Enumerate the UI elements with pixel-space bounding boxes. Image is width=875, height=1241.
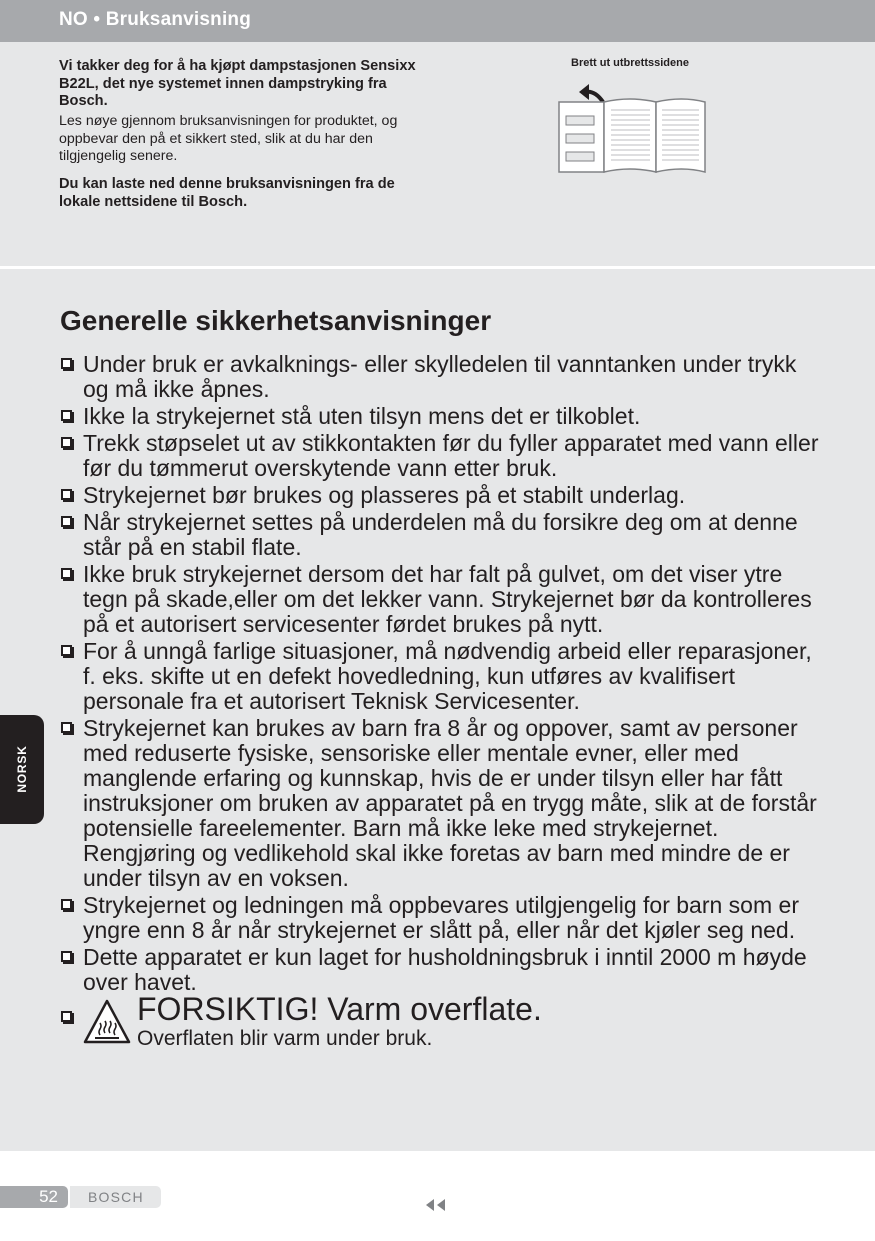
intro-panel [0,42,875,266]
list-item-text: Dette apparatet er kun laget for husholdningsbruk i inntil 2000 m høyde over havet. [83,944,807,995]
page-header [0,0,875,42]
list-item [60,404,820,429]
list-item-text: For å unngå farlige situasjoner, må nødvendig arbeid eller reparasjoner, f. eks. skifte ut en defekt hovedledning, kun utføres av kvalifisert personale fra et autorisert Teknisk Servicesenter. [83,638,812,714]
hot-surface-warning [60,991,820,1057]
list-item [60,945,820,995]
list-item [60,483,820,508]
language-tab-label: NORSK [15,745,29,793]
safety-list [60,352,820,1057]
list-item [60,431,820,481]
brand-name: BOSCH [88,1189,144,1205]
checkbox-bullet-icon [61,899,72,910]
page-number-badge [0,1186,68,1208]
list-item [60,716,820,891]
checkbox-bullet-icon [61,568,72,579]
checkbox-bullet-icon [61,358,72,369]
intro-download-text: Du kan laste ned denne bruksanvisningen fra de lokale nettsidene til Bosch. [59,176,395,210]
checkbox-bullet-icon [61,951,72,962]
language-side-tab [0,715,44,824]
brand-badge [70,1186,161,1208]
list-item-text: Under bruk er avkalknings- eller skylledelen til vanntanken under trykk og må ikke åpnes. [83,351,797,402]
previous-page-icon[interactable] [424,1198,448,1212]
fold-out-caption: Brett ut utbrettssidene [571,57,689,69]
list-item [60,639,820,714]
list-item-text: Ikke bruk strykejernet dersom det har falt på gulvet, om det viser ytre tegn på skade,eller om det lekker vann. Strykejernet bør da kontrolleres på et autorisert servicesenter førdet brukes på nytt. [83,561,812,637]
fold-out-pages-icon [555,78,710,173]
checkbox-bullet-icon [61,410,72,421]
section-title: Generelle sikkerhetsanvisninger [60,305,492,336]
safety-section [0,269,875,1151]
page-number: 52 [39,1187,58,1206]
intro-lead-text: Vi takker deg for å ha kjøpt dampstasjonen Sensixx B22L, det nye systemet innen dampstryking fra Bosch. [59,58,416,109]
hot-surface-warning-icon [83,999,131,1045]
list-item [60,562,820,637]
list-item-text: Strykejernet bør brukes og plasseres på et stabilt underlag. [83,482,686,508]
list-item-text: Strykejernet kan brukes av barn fra 8 år og oppover, samt av personer med reduserte fysiske, sensoriske eller mentale evner, eller med manglende erfaring og kunnskap, hvis de er under tilsyn eller har fått instruksjoner om bruken av apparatet på en trygg måte, slik at de forstår potensielle fareelementer. Barn må ikke leke med strykejernet. Rengjøring og vedlikehold skal ikke foretas av barn med mindre de er under tilsyn av en voksen. [83,715,817,891]
checkbox-bullet-icon [61,722,72,733]
list-item [60,510,820,560]
header-title: NO • Bruksanvisning [59,9,252,30]
checkbox-bullet-icon [61,1011,72,1022]
list-item [60,893,820,943]
intro-body-text: Les nøye gjennom bruksanvisningen for produktet, og oppbevar den på et sikkert sted, slik at du har den tilgjengelig senere. [59,113,398,164]
warning-text: Overflaten blir varm under bruk. [137,1027,433,1050]
list-item-text: Trekk støpselet ut av stikkontakten før du fyller apparatet med vann eller før du tømmerut overskytende vann etter bruk. [83,430,819,481]
list-item-text: Når strykejernet settes på underdelen må du forsikre deg om at denne står på en stabil flate. [83,509,798,560]
checkbox-bullet-icon [61,516,72,527]
warning-title: FORSIKTIG! Varm overflate. [137,991,542,1027]
checkbox-bullet-icon [61,489,72,500]
list-item-text: Ikke la strykejernet stå uten tilsyn mens det er tilkoblet. [83,403,641,429]
list-item-text: Strykejernet og ledningen må oppbevares utilgjengelig for barn som er yngre enn 8 år når strykejernet er slått på, eller når det kjøler seg ned. [83,892,799,943]
list-item [60,352,820,402]
checkbox-bullet-icon [61,437,72,448]
checkbox-bullet-icon [61,645,72,656]
